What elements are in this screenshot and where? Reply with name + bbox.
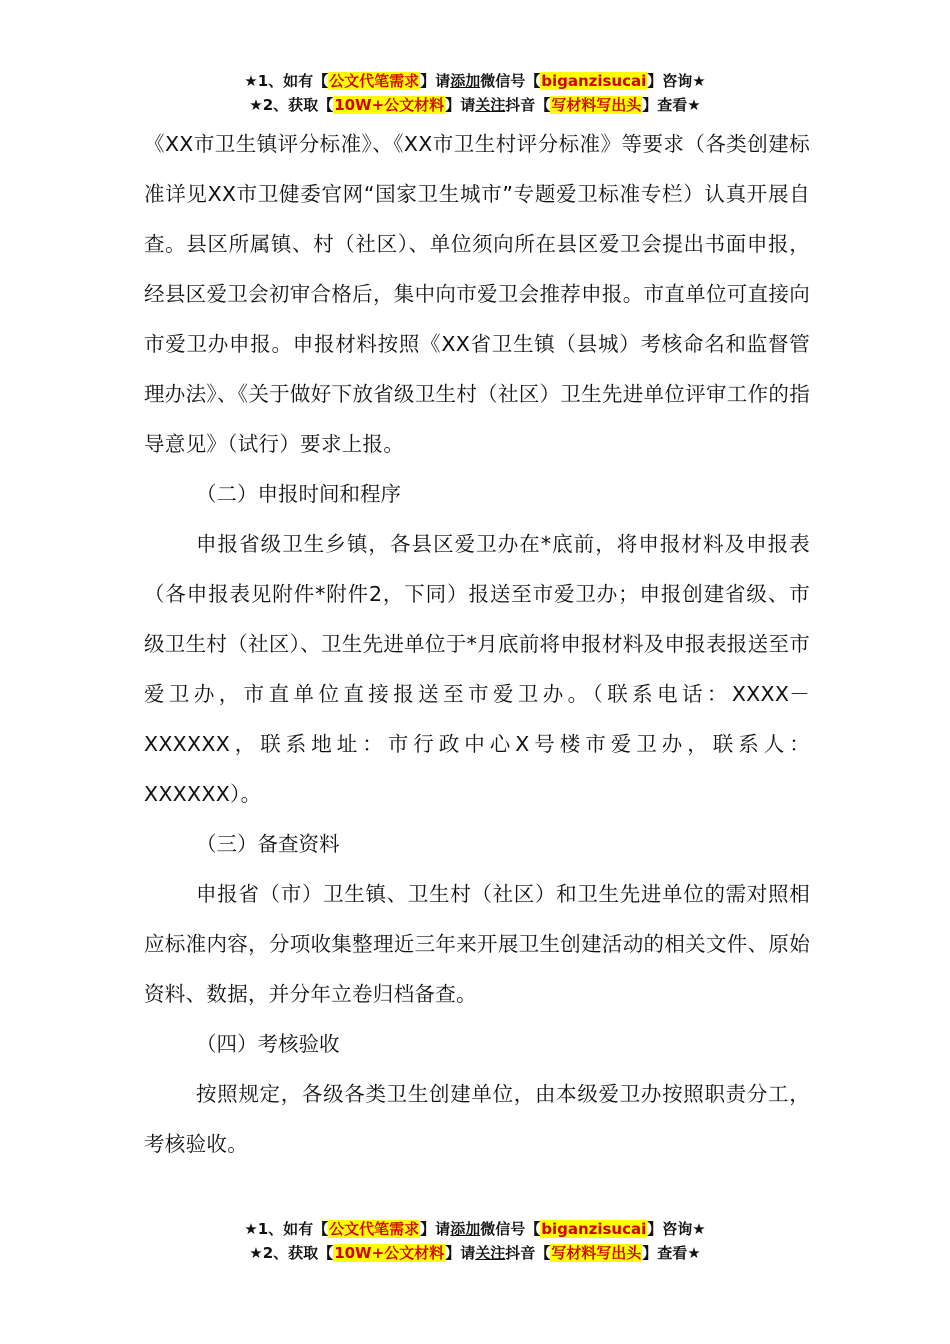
highlight-wechat-id: biganzisucai: [541, 72, 647, 90]
promo-banner-bottom: [0, 1217, 950, 1265]
highlight-douyin-account: 写材料写出头: [551, 1244, 642, 1262]
paragraph-timeline: 申报省级卫生乡镇，各县区爱卫办在*底前，将申报材料及申报表（各申报表见附件*附件2，下同）报送至市爱卫办；申报创建省级、市级卫生村（社区）、卫生先进单位于*月底前将申报材料及申报表报送至市爱卫办，市直单位直接报送至市爱卫办。（联系电话：XXXX－XXXXXX，联系地址：市行政中心X号楼市爱卫办，联系人：XXXXXX）。: [144, 532, 810, 806]
paragraph-standards: 《XX市卫生镇评分标准》、《XX市卫生村评分标准》等要求（各类创建标准详见XX市卫健委官网“国家卫生城市”专题爱卫标准专栏）认真开展自查。县区所属镇、村（社区）、单位须向所在县区爱卫会提出书面申报，经县区爱卫会初审合格后，集中向市爱卫会推荐申报。市直单位可直接向市爱卫办申报。申报材料按照《XX省卫生镇（县城）考核命名和监督管理办法》、《关于做好下放省级卫生村（社区）卫生先进单位评审工作的指导意见》（试行）要求上报。: [144, 132, 810, 456]
promo-line-1: ★1、如有【公文代笔需求】请添加微信号【biganzisucai】咨询★: [244, 72, 706, 90]
promo-line-1: ★1、如有【公文代笔需求】请添加微信号【biganzisucai】咨询★: [244, 1220, 706, 1238]
paragraph-records: 申报省（市）卫生镇、卫生村（社区）和卫生先进单位的需对照相应标准内容，分项收集整理近三年来开展卫生创建活动的相关文件、原始资料、数据，并分年立卷归档备查。: [144, 882, 810, 1006]
highlight-materials: 10W+公文材料: [334, 1244, 445, 1262]
promo-line-2: ★2、获取【10W+公文材料】请关注抖音【写材料写出头】查看★: [249, 96, 701, 114]
section-heading-records: （三）备查资料: [196, 832, 340, 856]
highlight-douyin-account: 写材料写出头: [551, 96, 642, 114]
section-heading-inspection: （四）考核验收: [196, 1032, 340, 1056]
highlight-service: 公文代笔需求: [329, 72, 420, 90]
promo-line-2: ★2、获取【10W+公文材料】请关注抖音【写材料写出头】查看★: [249, 1244, 701, 1262]
paragraph-inspection: 按照规定，各级各类卫生创建单位，由本级爱卫办按照职责分工，考核验收。: [144, 1082, 810, 1156]
promo-banner-top: [0, 69, 950, 117]
highlight-service: 公文代笔需求: [329, 1220, 420, 1238]
highlight-wechat-id: biganzisucai: [541, 1220, 647, 1238]
highlight-materials: 10W+公文材料: [334, 96, 445, 114]
section-heading-timeline: （二）申报时间和程序: [196, 482, 401, 506]
document-body: [144, 119, 810, 1169]
